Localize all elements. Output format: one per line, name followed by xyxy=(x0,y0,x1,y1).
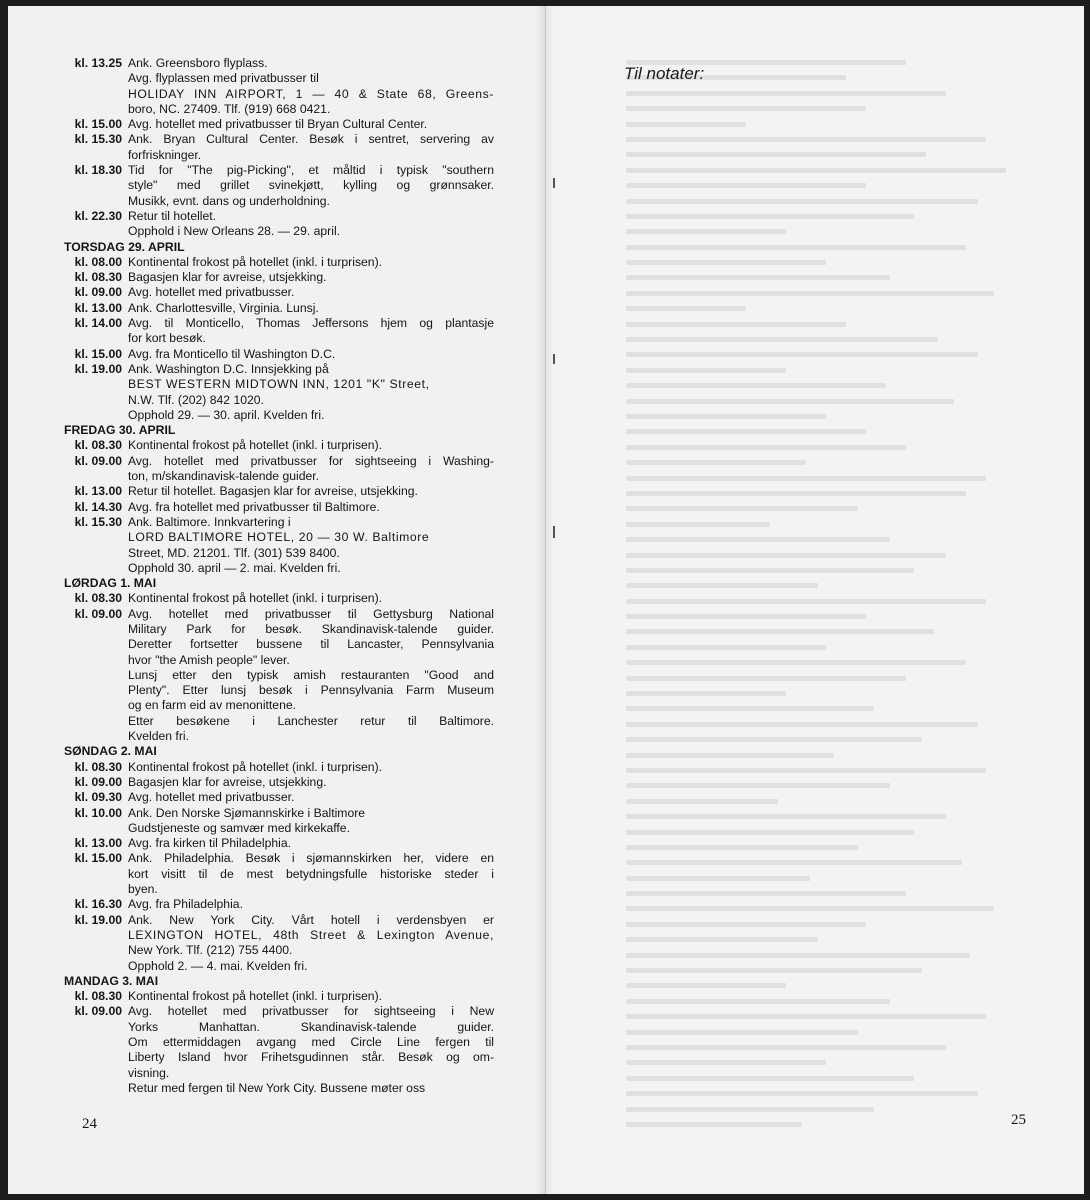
show-through-line xyxy=(626,183,866,188)
schedule-entry xyxy=(64,438,494,453)
entry-description xyxy=(128,347,494,362)
entry-time: kl. 08.30 xyxy=(74,591,122,606)
entry-line: ton, m/skandinavisk-talende guider. xyxy=(128,469,320,484)
entry-time: kl. 22.30 xyxy=(74,208,122,223)
show-through-line xyxy=(626,229,786,234)
entry-time: kl. 08.00 xyxy=(74,254,122,269)
entry-time: kl. 13.00 xyxy=(74,484,122,499)
entry-line: Retur til hotellet. Bagasjen klar for avreise, utsjekking. xyxy=(128,484,418,499)
show-through-line xyxy=(626,122,746,127)
entry-time: kl. 08.30 xyxy=(74,438,122,453)
schedule-entry xyxy=(64,775,494,790)
entry-line: for kort besøk. xyxy=(128,331,206,346)
show-through-line xyxy=(626,506,858,511)
show-through-line xyxy=(626,429,866,434)
show-through-line xyxy=(626,383,886,388)
show-through-line xyxy=(626,583,818,588)
show-through-line xyxy=(626,352,978,357)
entry-line: Opphold 30. april — 2. mai. Kvelden fri. xyxy=(128,560,341,575)
entry-time: kl. 13.25 xyxy=(74,56,122,70)
entry-line: forfriskninger. xyxy=(128,147,202,162)
entry-line: Yorks Manhattan. Skandinavisk-talende guider. xyxy=(128,1019,494,1034)
schedule-entry xyxy=(64,163,494,209)
show-through-line xyxy=(626,768,986,773)
entry-description xyxy=(128,897,494,912)
show-through-line xyxy=(626,306,746,311)
left-page xyxy=(8,6,546,1194)
show-through-line xyxy=(626,906,994,911)
show-through-line xyxy=(626,553,946,558)
show-through-line xyxy=(626,953,970,958)
show-through-line xyxy=(626,522,770,527)
show-through-line xyxy=(626,568,914,573)
schedule-entry xyxy=(64,285,494,300)
show-through-line xyxy=(626,106,866,111)
notes-title: Til notater: xyxy=(624,64,705,83)
show-through-line xyxy=(626,876,810,881)
show-through-line xyxy=(626,783,890,788)
entry-description xyxy=(128,806,494,837)
show-through-line xyxy=(626,291,994,296)
entry-time: kl. 16.30 xyxy=(74,897,122,912)
entry-line: Bagasjen klar for avreise, utsjekking. xyxy=(128,774,327,789)
entry-line: Plenty". Etter lunsj besøk i Pennsylvania Farm Museum xyxy=(128,683,494,698)
entry-description xyxy=(128,775,494,790)
entry-line: Avg. fra Philadelphia. xyxy=(128,897,243,912)
entry-line: New York. Tlf. (212) 755 4400. xyxy=(128,943,293,958)
entry-time: kl. 14.00 xyxy=(74,316,122,331)
schedule-entry xyxy=(64,851,494,897)
entry-line: Kontinental frokost på hotellet (inkl. i turprisen). xyxy=(128,438,383,453)
entry-description xyxy=(128,301,494,316)
show-through-line xyxy=(626,414,826,419)
entry-line: og en farm eid av menonittene. xyxy=(128,698,297,713)
page-number-left: 24 xyxy=(82,1116,97,1132)
show-through-line xyxy=(626,152,926,157)
show-through-line xyxy=(626,799,778,804)
entry-line: Deretter fortsetter bussene til Lancaster, Pennsylvania xyxy=(128,637,494,652)
day-heading: MANDAG 3. MAI xyxy=(64,973,159,988)
entry-line: HOLIDAY INN AIRPORT, 1 — 40 & State 68, Greens- xyxy=(128,86,494,101)
entry-description xyxy=(128,163,494,209)
show-through-line xyxy=(626,368,786,373)
entry-line: Gudstjeneste og samvær med kirkekaffe. xyxy=(128,820,350,835)
schedule-entry xyxy=(64,607,494,745)
show-through-line xyxy=(626,845,858,850)
show-through-line xyxy=(626,968,922,973)
page-number-right: 25 xyxy=(1011,1112,1026,1128)
show-through-line xyxy=(626,937,818,942)
entry-line: Avg. til Monticello, Thomas Jeffersons hjem og plantasje xyxy=(128,316,494,331)
entry-time: kl. 09.00 xyxy=(74,453,122,468)
day-heading: SØNDAG 2. MAI xyxy=(64,744,157,759)
entry-description xyxy=(128,117,494,132)
show-through-line xyxy=(626,614,866,619)
show-through-line xyxy=(626,137,986,142)
entry-line: Ank. Charlottesville, Virginia. Lunsj. xyxy=(128,300,319,315)
entry-line: Ank. Greensboro flyplass. xyxy=(128,56,268,70)
schedule-entry xyxy=(64,316,494,347)
show-through-line xyxy=(626,322,846,327)
entry-time: kl. 08.30 xyxy=(74,759,122,774)
entry-description xyxy=(128,591,494,606)
entry-line: Kvelden fri. xyxy=(128,729,189,744)
entry-time: kl. 09.00 xyxy=(74,1004,122,1019)
show-through-line xyxy=(626,629,934,634)
entry-line: Opphold 2. — 4. mai. Kvelden fri. xyxy=(128,958,308,973)
schedule-entry xyxy=(64,836,494,851)
schedule-entry xyxy=(64,270,494,285)
schedule-entry xyxy=(64,347,494,362)
entry-line: Kontinental frokost på hotellet (inkl. i turprisen). xyxy=(128,989,383,1004)
entry-description xyxy=(128,790,494,805)
entry-description xyxy=(128,454,494,485)
entry-description xyxy=(128,362,494,423)
entry-line: Om ettermiddagen avgang med Circle Line fergen til xyxy=(128,1035,494,1049)
entry-time: kl. 13.00 xyxy=(74,836,122,851)
entry-description xyxy=(128,1004,494,1096)
entry-line: LEXINGTON HOTEL, 48th Street & Lexington Avenue, xyxy=(128,927,494,942)
show-through-line xyxy=(626,1014,986,1019)
show-through-line xyxy=(626,1091,978,1096)
show-through-line xyxy=(626,660,966,665)
entry-time: kl. 09.00 xyxy=(74,774,122,789)
entry-description xyxy=(128,285,494,300)
entry-time: kl. 15.00 xyxy=(74,117,122,132)
show-through-line xyxy=(626,891,906,896)
entry-line: Kontinental frokost på hotellet (inkl. i turprisen). xyxy=(128,254,383,269)
entry-time: kl. 13.00 xyxy=(74,300,122,315)
entry-description xyxy=(128,209,494,240)
entry-description xyxy=(128,913,494,974)
entry-line: Liberty Island hvor Frihetsgudinnen står. Besøk og om- xyxy=(128,1050,494,1065)
day-heading: LØRDAG 1. MAI xyxy=(64,576,157,591)
entry-line: Avg. hotellet med privatbusser. xyxy=(128,285,295,300)
show-through-line xyxy=(626,814,946,819)
entry-line: Musikk, evnt. dans og underholdning. xyxy=(128,193,330,208)
entry-line: Military Park for besøk. Skandinavisk-talende guider. xyxy=(128,621,494,636)
schedule-entry xyxy=(64,1004,494,1096)
entry-description xyxy=(128,270,494,285)
show-through-line xyxy=(626,1060,826,1065)
schedule-entry xyxy=(64,760,494,775)
show-through-line xyxy=(626,214,914,219)
schedule-entry xyxy=(64,897,494,912)
entry-time: kl. 15.30 xyxy=(74,514,122,529)
entry-description xyxy=(128,760,494,775)
show-through-line xyxy=(626,491,966,496)
show-through-line xyxy=(626,1107,874,1112)
schedule-entry xyxy=(64,454,494,485)
entry-line: Kontinental frokost på hotellet (inkl. i turprisen). xyxy=(128,759,383,774)
book-gutter xyxy=(536,6,554,1194)
entry-line: Retur med fergen til New York City. Bussene møter oss xyxy=(128,1080,426,1095)
entry-description xyxy=(128,851,494,897)
entry-line: Ank. Bryan Cultural Center. Besøk i sentret, servering av xyxy=(128,132,494,147)
entry-time: kl. 10.00 xyxy=(74,805,122,820)
entry-description xyxy=(128,607,494,745)
show-through-line xyxy=(626,676,906,681)
entry-description xyxy=(128,989,494,1004)
schedule-entry xyxy=(64,806,494,837)
entry-line: LORD BALTIMORE HOTEL, 20 — 30 W. Baltimore xyxy=(128,530,430,545)
show-through-line xyxy=(626,260,826,265)
entry-line: Ank. Philadelphia. Besøk i sjømannskirken her, videre en xyxy=(128,851,494,866)
show-through-text xyxy=(626,60,1026,1110)
entry-line: Street, MD. 21201. Tlf. (301) 539 8400. xyxy=(128,545,340,560)
entry-line: Opphold i New Orleans 28. — 29. april. xyxy=(128,224,341,239)
entry-time: kl. 09.00 xyxy=(74,606,122,621)
entry-line: Kontinental frokost på hotellet (inkl. i turprisen). xyxy=(128,591,383,606)
show-through-line xyxy=(626,599,986,604)
schedule-entry xyxy=(64,117,494,132)
entry-line: Avg. hotellet med privatbusser. xyxy=(128,790,295,805)
schedule-entry xyxy=(64,301,494,316)
show-through-line xyxy=(626,1030,858,1035)
schedule-entry xyxy=(64,362,494,423)
entry-time: kl. 18.30 xyxy=(74,163,122,178)
show-through-line xyxy=(626,706,874,711)
show-through-line xyxy=(626,737,922,742)
entry-line: Etter besøkene i Lanchester retur til Baltimore. xyxy=(128,713,494,728)
show-through-line xyxy=(626,337,938,342)
brochure-spread xyxy=(8,6,1084,1194)
entry-line: Avg. hotellet med privatbusser til Bryan Cultural Center. xyxy=(128,117,428,132)
entry-line: byen. xyxy=(128,882,158,897)
entry-line: Bagasjen klar for avreise, utsjekking. xyxy=(128,270,327,285)
schedule-entry xyxy=(64,790,494,805)
entry-line: Avg. fra hotellet med privatbusser til Baltimore. xyxy=(128,499,380,514)
show-through-line xyxy=(626,245,966,250)
schedule-entry xyxy=(64,484,494,499)
day-heading: TORSDAG 29. APRIL xyxy=(64,239,185,254)
entry-description xyxy=(128,836,494,851)
schedule-entry xyxy=(64,209,494,240)
show-through-line xyxy=(626,199,978,204)
entry-time: kl. 09.00 xyxy=(74,285,122,300)
show-through-line xyxy=(626,983,786,988)
schedule-entry xyxy=(64,913,494,974)
itinerary-schedule xyxy=(64,56,494,1096)
entry-time: kl. 08.30 xyxy=(74,989,122,1004)
show-through-line xyxy=(626,91,946,96)
entry-line: Lunsj etter den typisk amish restauranten "Good and xyxy=(128,667,494,682)
show-through-line xyxy=(626,860,962,865)
entry-time: kl. 19.00 xyxy=(74,361,122,376)
entry-line: Ank. Washington D.C. Innsjekking på xyxy=(128,361,329,376)
entry-description xyxy=(128,316,494,347)
entry-line: N.W. Tlf. (202) 842 1020. xyxy=(128,392,264,407)
show-through-line xyxy=(626,275,890,280)
show-through-line xyxy=(626,645,826,650)
entry-time: kl. 19.00 xyxy=(74,912,122,927)
entry-line: Avg. flyplassen med privatbusser til xyxy=(128,71,319,86)
entry-time: kl. 14.30 xyxy=(74,499,122,514)
entry-line: boro, NC. 27409. Tlf. (919) 668 0421. xyxy=(128,101,331,116)
entry-description xyxy=(128,515,494,576)
entry-line: Ank. New York City. Vårt hotell i verdensbyen er xyxy=(128,912,494,927)
schedule-entry xyxy=(64,255,494,270)
entry-time: kl. 09.30 xyxy=(74,790,122,805)
entry-line: Ank. Den Norske Sjømannskirke i Baltimore xyxy=(128,805,366,820)
show-through-line xyxy=(626,922,866,927)
entry-description xyxy=(128,500,494,515)
entry-line: Avg. hotellet med privatbusser for sightseeing i Washing- xyxy=(128,453,494,468)
show-through-line xyxy=(626,753,834,758)
entry-line: Avg. fra Monticello til Washington D.C. xyxy=(128,346,336,361)
entry-description xyxy=(128,132,494,163)
schedule-entry xyxy=(64,132,494,163)
schedule-entry xyxy=(64,989,494,1004)
show-through-line xyxy=(626,1122,802,1127)
schedule-entry xyxy=(64,591,494,606)
entry-time: kl. 15.00 xyxy=(74,851,122,866)
entry-line: Ank. Baltimore. Innkvartering i xyxy=(128,514,291,529)
entry-time: kl. 15.00 xyxy=(74,346,122,361)
show-through-line xyxy=(626,168,1006,173)
show-through-line xyxy=(626,999,890,1004)
entry-line: visning. xyxy=(128,1065,170,1080)
entry-time: kl. 15.30 xyxy=(74,132,122,147)
show-through-line xyxy=(626,830,914,835)
show-through-line xyxy=(626,722,978,727)
entry-description xyxy=(128,438,494,453)
entry-description xyxy=(128,255,494,270)
entry-line: Opphold 29. — 30. april. Kvelden fri. xyxy=(128,407,325,422)
show-through-line xyxy=(626,537,890,542)
schedule-entry xyxy=(64,56,494,117)
entry-line: Tid for "The pig-Picking", et måltid i typisk "southern xyxy=(128,163,494,178)
show-through-line xyxy=(626,399,954,404)
entry-description xyxy=(128,56,494,117)
show-through-line xyxy=(626,460,806,465)
entry-description xyxy=(128,484,494,499)
entry-time: kl. 08.30 xyxy=(74,270,122,285)
entry-line: Retur til hotellet. xyxy=(128,208,217,223)
entry-line: Avg. hotellet med privatbusser for sightseeing i New xyxy=(128,1004,494,1019)
entry-line: BEST WESTERN MIDTOWN INN, 1201 "K" Street, xyxy=(128,377,430,392)
entry-line: Avg. fra kirken til Philadelphia. xyxy=(128,836,292,851)
right-page xyxy=(546,6,1084,1194)
day-heading: FREDAG 30. APRIL xyxy=(64,423,176,438)
schedule-entry xyxy=(64,515,494,576)
entry-line: style" med grillet svinekjøtt, kylling og grønnsaker. xyxy=(128,178,494,193)
show-through-line xyxy=(626,1045,946,1050)
show-through-line xyxy=(626,691,786,696)
show-through-line xyxy=(626,476,986,481)
entry-line: Avg. hotellet med privatbusser til Gettysburg National xyxy=(128,606,494,621)
entry-line: kort visitt til de mest betydningsfulle historiske steder i xyxy=(128,866,494,881)
show-through-line xyxy=(626,445,906,450)
schedule-entry xyxy=(64,500,494,515)
show-through-line xyxy=(626,1076,914,1081)
entry-line: hvor "the Amish people" lever. xyxy=(128,652,290,667)
